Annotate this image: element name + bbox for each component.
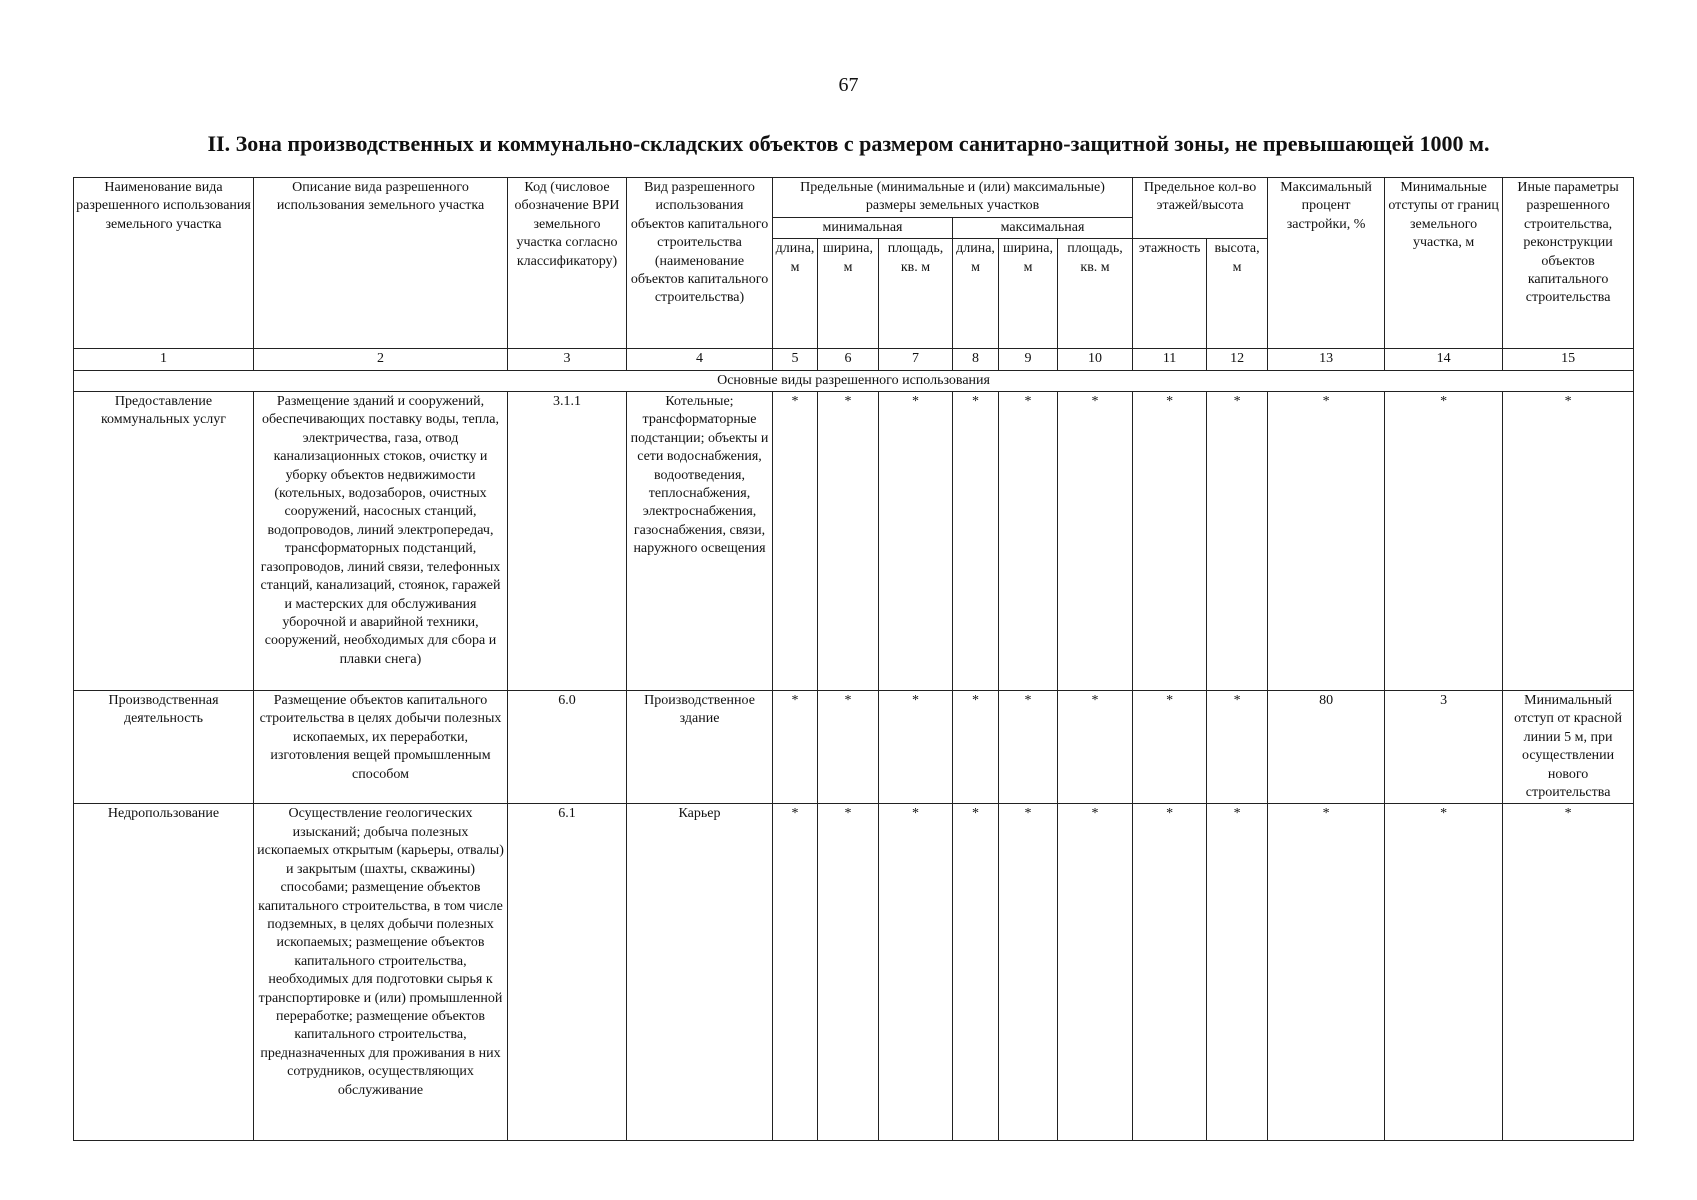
value-cell: * [879,804,953,1141]
header-floors-group: Предельное кол-во этажей/высота [1133,178,1268,239]
header-row-1 [74,178,1634,218]
use-objects: Котельные; трансформаторные подстанции; объекты и сети водоснабжения, водоотведения, теплоснабжения, электроснабжения, газоснабжения, связи, наружного освещения [627,392,773,691]
header-height: высота, м [1207,239,1268,349]
value-cell: * [1058,392,1133,691]
header-maximum: максимальная [953,217,1133,238]
column-number: 14 [1385,349,1503,370]
value-cell: * [1207,804,1268,1141]
header-other-params: Иные параметры разрешенного строительства, реконструкции объектов капитального строительства [1503,178,1634,349]
header-max-area: площадь, кв. м [1058,239,1133,349]
use-objects: Карьер [627,804,773,1141]
header-objects: Вид разрешенного использования объектов капитального строительства (наименование объектов капитального строительства) [627,178,773,349]
section-row [74,370,1634,391]
header-min-area: площадь, кв. м [879,239,953,349]
header-max-percent: Максимальный процент застройки, % [1268,178,1385,349]
column-number: 1 [74,349,254,370]
value-cell: 80 [1268,691,1385,804]
value-cell: * [773,804,818,1141]
value-cell: * [999,691,1058,804]
value-cell: * [818,392,879,691]
use-description: Размещение объектов капитального строительства в целях добычи полезных ископаемых, их переработки, изготовления вещей промышленным способом [254,691,508,804]
header-description: Описание вида разрешенного использования земельного участка [254,178,508,349]
value-cell: * [773,691,818,804]
value-cell: * [1268,804,1385,1141]
value-cell: * [953,691,999,804]
header-minimum: минимальная [773,217,953,238]
column-number: 13 [1268,349,1385,370]
column-number: 15 [1503,349,1634,370]
header-max-length: длина, м [953,239,999,349]
value-cell: * [1207,392,1268,691]
column-number: 6 [818,349,879,370]
header-code: Код (числовое обозначение ВРИ земельного участка согласно классификатору) [508,178,627,349]
column-number: 7 [879,349,953,370]
value-cell: * [879,392,953,691]
value-cell: * [1385,804,1503,1141]
value-cell: * [773,392,818,691]
zoning-table [73,177,1634,1141]
value-cell: * [1503,804,1634,1141]
page-number: 67 [838,74,859,96]
value-cell: * [1133,691,1207,804]
value-cell: 3 [1385,691,1503,804]
header-plot-limits: Предельные (минимальные и (или) максимальные) размеры земельных участков [773,178,1133,218]
column-number: 2 [254,349,508,370]
value-cell: * [818,804,879,1141]
value-cell: * [818,691,879,804]
use-name: Недропользование [74,804,254,1141]
value-cell: * [1503,392,1634,691]
use-code: 6.1 [508,804,627,1141]
column-number: 3 [508,349,627,370]
header-floors: этажность [1133,239,1207,349]
use-code: 6.0 [508,691,627,804]
value-cell: * [1207,691,1268,804]
value-cell: Минимальный отступ от красной линии 5 м, при осуществлении нового строительства [1503,691,1634,804]
value-cell: * [1058,691,1133,804]
value-cell: * [1385,392,1503,691]
column-number: 5 [773,349,818,370]
value-cell: * [1133,392,1207,691]
column-number-row [74,349,1634,370]
header-name: Наименование вида разрешенного использования земельного участка [74,178,254,349]
table-row [74,804,1634,1141]
column-number: 11 [1133,349,1207,370]
table-row [74,392,1634,691]
value-cell: * [953,392,999,691]
section-title: Основные виды разрешенного использования [74,370,1634,391]
value-cell: * [953,804,999,1141]
value-cell: * [999,804,1058,1141]
column-number: 12 [1207,349,1268,370]
value-cell: * [1133,804,1207,1141]
table-row [74,691,1634,804]
use-name: Предоставление коммунальных услуг [74,392,254,691]
column-number: 4 [627,349,773,370]
use-code: 3.1.1 [508,392,627,691]
value-cell: * [879,691,953,804]
header-min-length: длина, м [773,239,818,349]
column-number: 8 [953,349,999,370]
use-description: Осуществление геологических изысканий; добыча полезных ископаемых открытым (карьеры, отвалы) и закрытым (шахты, скважины) способами; размещение объектов капитального строительства, в том числе подземных, в целях добычи полезных ископаемых; размещение объектов капитального строительства, необходимых для подготовки сырья к транспортировке и (или) промышленной переработке; размещение объектов капитального строительства, предназначенных для проживания в них сотрудников, осуществляющих обслуживание [254,804,508,1141]
header-min-setback: Минимальные отступы от границ земельного участка, м [1385,178,1503,349]
use-name: Производственная деятельность [74,691,254,804]
use-description: Размещение зданий и сооружений, обеспечивающих поставку воды, тепла, электричества, газа, отвод канализационных стоков, очистку и уборку объектов недвижимости (котельных, водозаборов, очистных сооружений, насосных станций, водопроводов, линий электропередач, трансформаторных подстанций, газопроводов, линий связи, телефонных станций, канализаций, стоянок, гаражей и мастерских для обслуживания уборочной и аварийной техники, сооружений, необходимых для сбора и плавки снега) [254,392,508,691]
header-max-width: ширина, м [999,239,1058,349]
use-objects: Производственное здание [627,691,773,804]
value-cell: * [1058,804,1133,1141]
document-title: II. Зона производственных и коммунально-складских объектов с размером санитарно-защитной зоны, не превышающей 1000 м. [207,131,1490,156]
header-min-width: ширина, м [818,239,879,349]
column-number: 10 [1058,349,1133,370]
value-cell: * [1268,392,1385,691]
column-number: 9 [999,349,1058,370]
value-cell: * [999,392,1058,691]
